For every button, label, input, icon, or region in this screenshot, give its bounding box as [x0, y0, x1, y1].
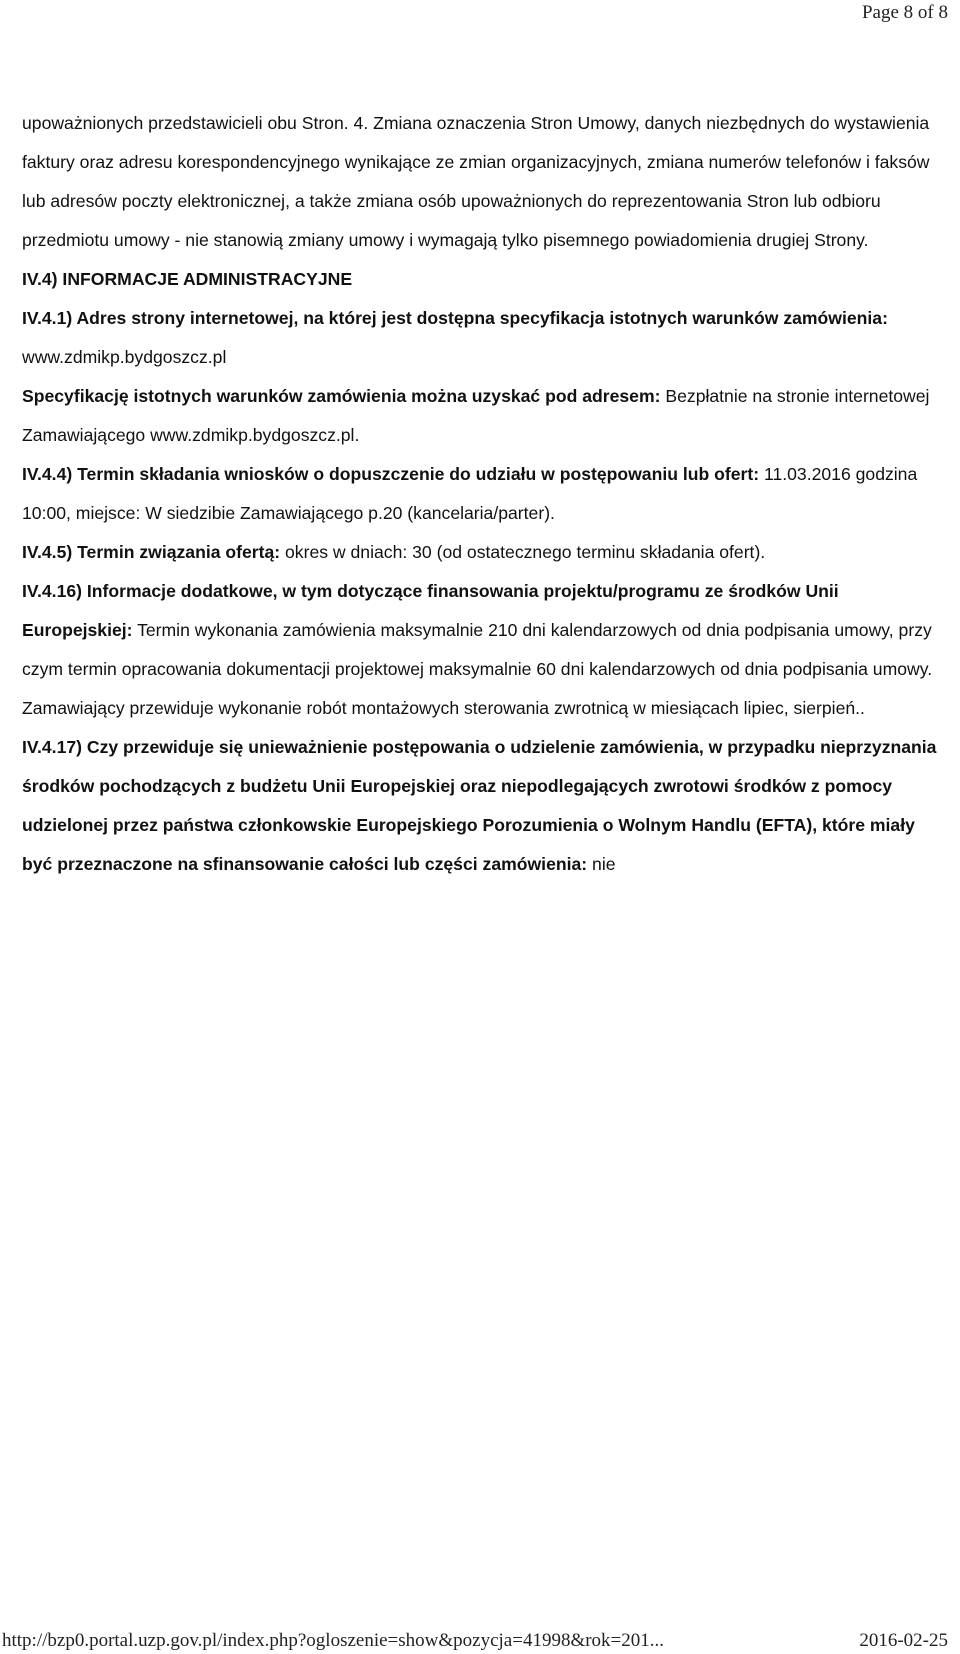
- item-value: Termin wykonania zamówienia maksymalnie 210 dni kalendarzowych od dnia podpisania umowy, przy czym termin opracowania dokumentacji projektowej maksymalnie 60 dni kalendarzowych od dnia podpisania umowy. Zamawiający przewiduje wykonanie robót montażowych sterowania zwrotnicą w miesiącach lipiec, sierpień..: [22, 620, 933, 718]
- section-heading: IV.4) INFORMACJE ADMINISTRACYJNE: [22, 269, 353, 289]
- item-value: www.zdmikp.bydgoszcz.pl: [22, 347, 227, 367]
- page-footer: [0, 1626, 960, 1654]
- footer-date: 2016-02-25: [859, 1630, 948, 1651]
- document-body: [22, 104, 942, 884]
- item-value: 11.03.2016 godzina 10:00, miejsce: W siedzibie Zamawiającego p.20 (kancelaria/parter).: [22, 464, 918, 523]
- item-value: okres w dniach: 30 (od ostatecznego terminu składania ofert).: [280, 542, 766, 562]
- item-submission-deadline: [22, 455, 942, 533]
- item-additional-information: [22, 572, 942, 728]
- item-cancellation-eu-funds: [22, 728, 942, 884]
- item-value: nie: [587, 854, 616, 874]
- paragraph-contract-changes: upoważnionych przedstawicieli obu Stron. 4. Zmiana oznaczenia Stron Umowy, danych niezbędnych do wystawienia faktury oraz adresu korespondencyjnego wynikające ze zmian organizacyjnych, zmiana numerów telefonów i faksów lub adresów poczty elektronicznej, a także zmiana osób upoważnionych do reprezentowania Stron lub odbioru przedmiotu umowy - nie stanowią zmiany umowy i wymagają tylko pisemnego powiadomienia drugiej Strony.: [22, 113, 930, 250]
- item-label: IV.4.17) Czy przewiduje się unieważnienie postępowania o udzielenie zamówienia, w przypadku nieprzyznania środków pochodzących z budżetu Unii Europejskiej oraz niepodlegających zwrotowi środków z pomocy udzielonej przez państwa członkowskie Europejskiego Porozumienia o Wolnym Handlu (EFTA), które miały być przeznaczone na sfinansowanie całości lub części zamówienia:: [22, 737, 937, 874]
- item-website-address: [22, 299, 942, 377]
- item-label: Specyfikację istotnych warunków zamówienia można uzyskać pod adresem:: [22, 386, 661, 406]
- item-siwz-address: [22, 377, 942, 455]
- item-label: IV.4.5) Termin związania ofertą:: [22, 542, 281, 562]
- item-label: IV.4.4) Termin składania wniosków o dopuszczenie do udziału w postępowaniu lub ofert:: [22, 464, 760, 484]
- item-label: IV.4.16) Informacje dodatkowe, w tym dotyczące finansowania projektu/programu ze środków Unii Europejskiej:: [22, 581, 839, 640]
- item-offer-binding-period: [22, 533, 942, 572]
- item-label: IV.4.1) Adres strony internetowej, na której jest dostępna specyfikacja istotnych warunków zamówienia:: [22, 308, 888, 328]
- item-value: Bezpłatnie na stronie internetowej Zamawiającego www.zdmikp.bydgoszcz.pl.: [22, 386, 930, 445]
- footer-url-link[interactable]: http://bzp0.portal.uzp.gov.pl/index.php?ogloszenie=show&pozycja=41998&rok=201...: [2, 1630, 665, 1651]
- page-number: Page 8 of 8: [861, 2, 948, 23]
